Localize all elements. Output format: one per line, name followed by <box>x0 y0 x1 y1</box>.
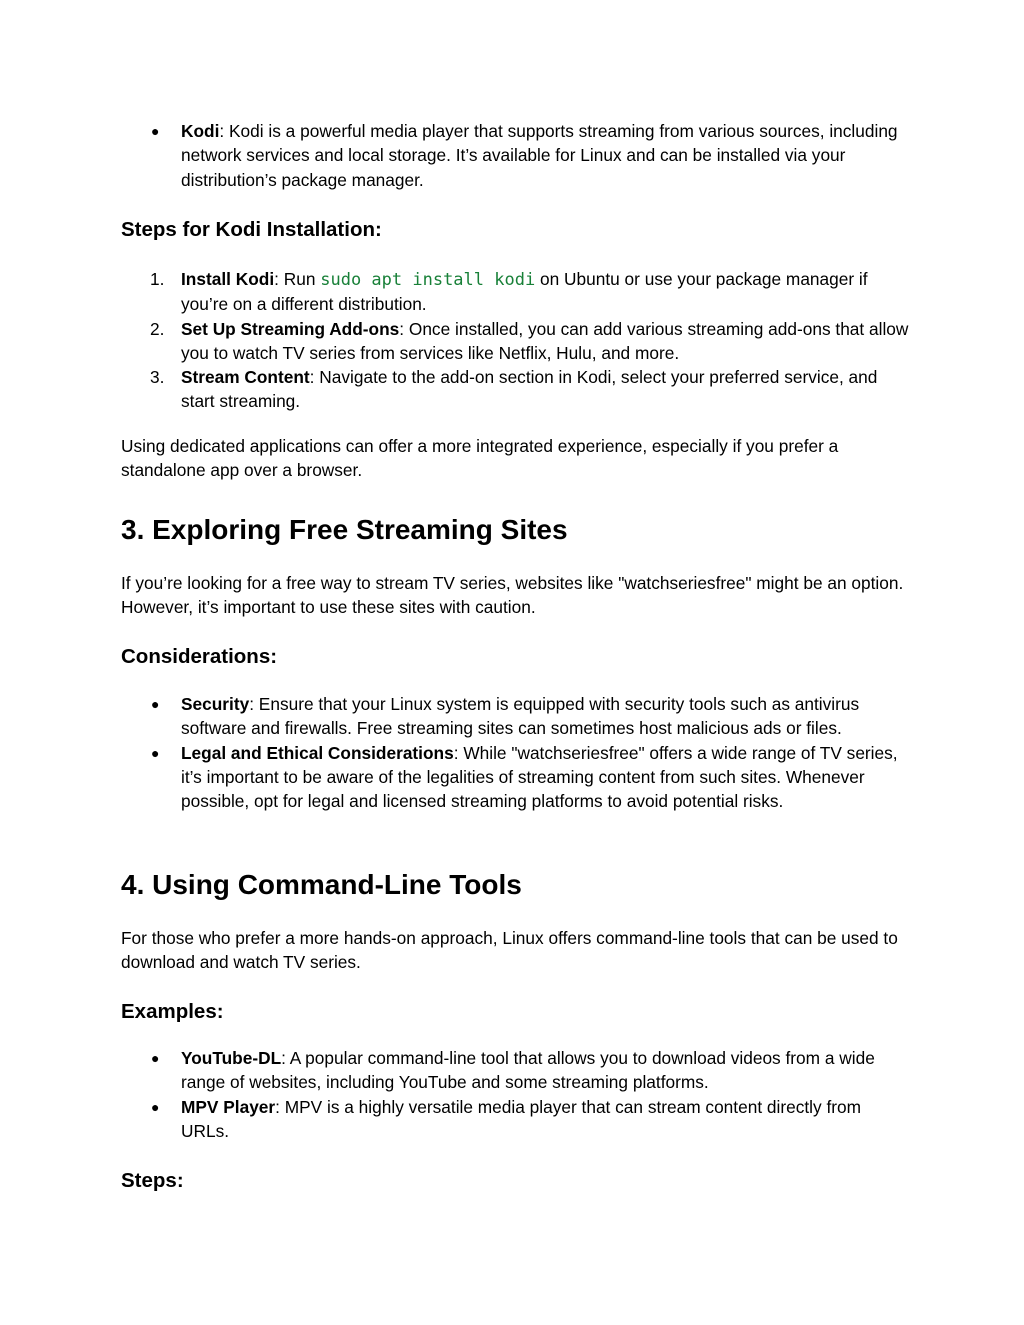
item-title: Kodi <box>181 121 220 141</box>
section-3-intro: If you’re looking for a free way to stream TV series, websites like "watchseriesfree" might be an option. However, it’s important to use these sites with caution. <box>121 573 904 618</box>
item-text: : A popular command-line tool that allows you to download videos from a wide range of websites, including YouTube and some streaming platforms. <box>181 1048 875 1093</box>
list-item <box>121 741 911 814</box>
item-title: Stream Content <box>181 367 310 388</box>
item-text: : While "watchseriesfree" offers a wide range of TV series, it’s important to be aware of the legalities of streaming content from such sites. Whenever possible, opt for legal and licensed streaming platforms to avoid potential risks. <box>181 742 898 812</box>
item-title: Install Kodi <box>181 269 275 289</box>
item-text: on Ubuntu or use your package manager if you’re on a different distribution. <box>181 269 868 315</box>
bullet-icon: ● <box>151 123 160 139</box>
command-code: sudo apt install kodi <box>320 270 536 290</box>
list-item <box>121 119 911 192</box>
list-item <box>121 267 911 317</box>
item-text: : Once installed, you can add various streaming add-ons that allow you to watch TV series from services like Netflix, Hulu, and more. <box>181 318 909 363</box>
item-text: : Navigate to the add-on section in Kodi, select your preferred service, and start streaming. <box>181 367 878 412</box>
item-text: : Run <box>274 269 321 289</box>
kodi-list <box>121 119 911 192</box>
item-title: Legal and Ethical Considerations <box>181 742 454 763</box>
steps-heading: Steps: <box>121 1169 184 1192</box>
bullet-icon: ● <box>151 1098 160 1115</box>
kodi-steps-heading: Steps for Kodi Installation: <box>121 218 382 241</box>
list-item <box>121 1095 911 1144</box>
closing-paragraph: Using dedicated applications can offer a more integrated experience, especially if you prefer a standalone app over a browser. <box>121 436 839 481</box>
item-title: YouTube-DL <box>181 1048 282 1068</box>
item-number: 1. <box>150 269 165 289</box>
list-item <box>121 692 911 741</box>
item-title: Security <box>181 694 250 714</box>
examples-heading: Examples: <box>121 1000 224 1023</box>
item-text: : Ensure that your Linux system is equipped with security tools such as antivirus software and firewalls. Free streaming sites can sometimes host malicious ads or files. <box>181 694 860 739</box>
section-4-heading: 4. Using Command-Line Tools <box>121 869 522 900</box>
examples-list <box>121 1046 911 1143</box>
list-item <box>121 1046 911 1095</box>
section-3-heading: 3. Exploring Free Streaming Sites <box>121 514 568 545</box>
bullet-icon: ● <box>151 696 160 712</box>
item-title: Set Up Streaming Add-ons <box>181 318 400 339</box>
bullet-icon: ● <box>151 744 160 761</box>
list-item <box>121 317 911 366</box>
item-text: : Kodi is a powerful media player that supports streaming from various sources, including network services and local storage. It’s available for Linux and can be installed via your distribution’s package manager. <box>181 121 898 190</box>
item-number: 2. <box>150 318 165 339</box>
section-4-intro: For those who prefer a more hands-on approach, Linux offers command-line tools that can be used to download and watch TV series. <box>121 928 898 973</box>
kodi-steps-list <box>121 267 911 414</box>
considerations-heading: Considerations: <box>121 645 278 668</box>
item-title: MPV Player <box>181 1096 276 1117</box>
item-number: 3. <box>150 367 165 388</box>
considerations-list <box>121 692 911 813</box>
item-text: : MPV is a highly versatile media player that can stream content directly from URLs. <box>181 1096 862 1141</box>
bullet-icon: ● <box>151 1050 160 1066</box>
list-item <box>121 365 911 414</box>
